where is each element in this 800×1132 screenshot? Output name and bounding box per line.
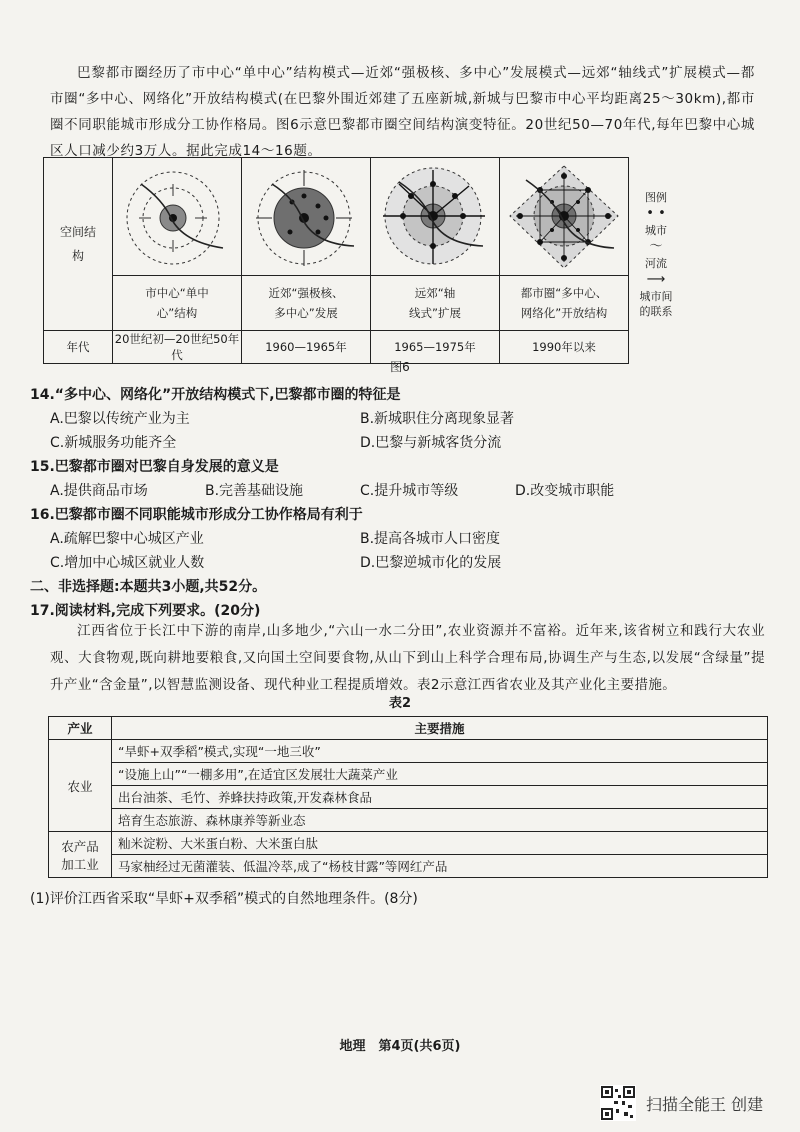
stage-4-diagram: [500, 158, 629, 276]
stage-4-year: 1990年以来: [500, 331, 629, 364]
q17-stem: [30, 600, 260, 620]
qr-code-icon: [600, 1085, 636, 1121]
intro-paragraph: 巴黎都市圈经历了市中心“单中心”结构模式—近郊“强极核、多中心”发展模式—远郊“轴线式”扩展模式—都市圈“多中心、网络化”开放结构模式(在巴黎外围近郊建了五座新城,新城与巴黎市中心平均距离25～30km),都市圈不同职能城市形成分工协作格局。图6示意巴黎都市圈空间结构演变特征。20世纪50—70年代,每年巴黎中心城区人口减少约3万人。据此完成14～16题。: [50, 65, 755, 159]
q15-option-d[interactable]: D.改变城市职能: [515, 483, 615, 499]
q14-stem: [30, 384, 401, 404]
stage-2-caption-line1: 近郊“强极核、: [268, 286, 344, 300]
legend-link-2: 的联系: [639, 305, 673, 318]
table-2-row: 培育生态旅游、森林康养等新业态: [112, 809, 768, 832]
table-2-cat-processing-line2: 加工业: [61, 856, 99, 872]
stage-1-diagram: [113, 158, 242, 276]
stage-3-caption: [371, 276, 500, 331]
q16-stem-text: 16.巴黎都市圈不同职能城市形成分工协作格局有利于: [30, 507, 363, 523]
q17-stem-text: 17.阅读材料,完成下列要求。(20分): [30, 603, 261, 619]
table-2-cat-agri: 农业: [49, 740, 112, 832]
stage-1-caption-line2: 心”结构: [156, 306, 198, 320]
city-dot-icon: • •: [646, 206, 666, 221]
stage-2-year: 1960—1965年: [242, 331, 371, 364]
stage-2-caption: [242, 276, 371, 331]
table-2-row: “设施上山”“一棚多用”,在适宜区发展壮大蔬菜产业: [112, 763, 768, 786]
legend-link-1: 城市间: [639, 290, 673, 303]
q16-option-c[interactable]: C.增加中心城区就业人数: [50, 555, 205, 571]
section-2-heading: 二、非选择题:本题共3小题,共52分。: [30, 579, 267, 595]
q15-option-a[interactable]: A.提供商品市场: [50, 483, 148, 499]
stage-4-caption-line1: 都市圈“多中心、: [520, 286, 608, 300]
q14-option-c[interactable]: C.新城服务功能齐全: [50, 435, 177, 451]
stage-1-caption: [113, 276, 242, 331]
stage-2-caption-line2: 多中心”发展: [274, 306, 338, 320]
q16-option-a[interactable]: A.疏解巴黎中心城区产业: [50, 531, 204, 547]
q15-option-c[interactable]: C.提升城市等级: [360, 483, 459, 499]
table-2-header-industry: 产业: [49, 717, 112, 740]
figure-6-table: [43, 157, 629, 364]
page-footer: 地理 第4页(共6页): [339, 1039, 461, 1054]
stage-1-year: 20世纪初—20世纪50年代: [113, 331, 242, 364]
river-line-icon: 〜: [649, 239, 663, 254]
q16-option-d[interactable]: D.巴黎逆城市化的发展: [360, 555, 502, 571]
table-2-row: “旱虾+双季稻”模式,实现“一地三收”: [112, 740, 768, 763]
q15-stem-text: 15.巴黎都市圈对巴黎自身发展的意义是: [30, 459, 279, 475]
q14-option-a[interactable]: A.巴黎以传统产业为主: [50, 411, 190, 427]
legend-river: 河流: [645, 257, 667, 270]
q15-stem: [30, 456, 279, 476]
stage-4-caption-line2: 网络化”开放结构: [520, 306, 608, 320]
q15-option-b[interactable]: B.完善基础设施: [205, 483, 304, 499]
stage-2-diagram: [242, 158, 371, 276]
table-2: [48, 716, 768, 878]
stage-3-caption-line1: 远郊“轴: [414, 286, 456, 300]
legend-title: 图例: [645, 191, 667, 204]
stage-4-caption: [500, 276, 629, 331]
table-2-cat-processing-line1: 农产品: [61, 838, 99, 854]
table-2-row: 出台油茶、毛竹、养蜂扶持政策,开发森林食品: [112, 786, 768, 809]
q16-option-b[interactable]: B.提高各城市人口密度: [360, 531, 501, 547]
row-head-year: 年代: [44, 331, 113, 364]
table-2-cat-processing: [49, 832, 112, 878]
figure-6: [43, 157, 629, 362]
scanner-watermark: [600, 1085, 763, 1121]
row-head-structure: 空间结构: [44, 158, 113, 331]
q16-stem: [30, 504, 363, 524]
figure-6-title: 图6: [390, 360, 410, 374]
stage-1-caption-line1: 市中心“单中: [145, 286, 209, 300]
table-2-title: 表2: [388, 696, 412, 711]
table-2-row: 籼米淀粉、大米蛋白粉、大米蛋白肽: [112, 832, 768, 855]
q14-stem-text: 14.“多中心、网络化”开放结构模式下,巴黎都市圈的特征是: [30, 387, 401, 403]
table-2-header-measures: 主要措施: [112, 717, 768, 740]
q17-subquestion-1: (1)评价江西省采取“旱虾+双季稻”模式的自然地理条件。(8分): [30, 891, 418, 907]
legend-city: 城市: [645, 224, 667, 237]
q14-option-b[interactable]: B.新城职住分离现象显著: [360, 411, 515, 427]
stage-3-diagram: [371, 158, 500, 276]
q14-option-d[interactable]: D.巴黎与新城客货分流: [360, 435, 502, 451]
figure-6-legend: [636, 190, 676, 319]
q17-material: 江西省位于长江中下游的南岸,山多地少,“六山一水二分田”,农业资源并不富裕。近年来,该省树立和践行大农业观、大食物观,既向耕地要粮食,又向国土空间要食物,从山下到山上科学合理布局,协调生产与生态,以发展“含绿量”提升产业“含金量”,以智慧监测设备、现代种业工程提质增效。表2示意江西省农业及其产业化主要措施。: [50, 623, 765, 693]
link-arrow-icon: ⟶: [646, 272, 666, 287]
scanner-text: 扫描全能王 创建: [646, 1094, 764, 1114]
stage-3-year: 1965—1975年: [371, 331, 500, 364]
table-2-row: 马家柚经过无菌灌装、低温冷萃,成了“杨枝甘露”等网红产品: [112, 855, 768, 878]
stage-3-caption-line2: 线式”扩展: [409, 306, 461, 320]
